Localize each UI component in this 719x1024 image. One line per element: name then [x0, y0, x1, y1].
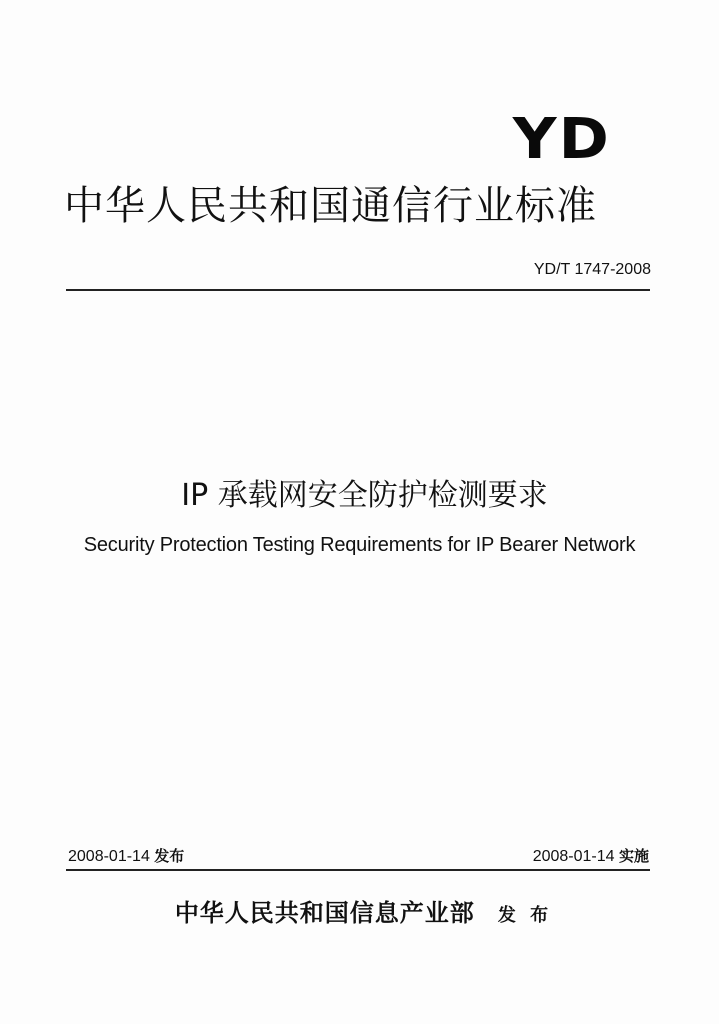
document-title-chinese: IP 承载网安全防护检测要求	[181, 478, 548, 513]
implementation-date: 2008-01-14	[532, 848, 615, 865]
document-title-english: Security Protection Testing Requirements for IP Bearer Network	[83, 534, 636, 556]
top-divider	[66, 289, 650, 291]
standard-number: YD/T 1747-2008	[533, 261, 651, 278]
implementation-date-block	[533, 846, 649, 867]
issue-label: 发布	[154, 847, 185, 865]
publisher-line	[0, 898, 719, 931]
publisher-action: 发 布	[497, 905, 553, 926]
standard-category-title: 中华人民共和国通信行业标准	[64, 183, 597, 229]
publisher-name: 中华人民共和国信息产业部	[174, 898, 475, 927]
implementation-label: 实施	[618, 847, 649, 865]
bottom-divider	[66, 869, 650, 871]
issue-date: 2008-01-14	[68, 848, 150, 865]
issue-date-block	[68, 846, 184, 867]
yd-logo: YD	[512, 107, 611, 172]
